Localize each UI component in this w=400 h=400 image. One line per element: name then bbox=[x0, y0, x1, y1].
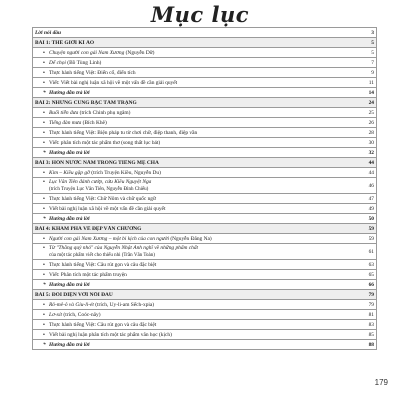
toc-item-row bbox=[33, 58, 376, 68]
page-number: 179 bbox=[374, 378, 388, 387]
bullet-icon: * bbox=[43, 149, 46, 156]
toc-entry-title: Lời nói đầu bbox=[35, 29, 61, 36]
toc-entry-text bbox=[33, 226, 356, 232]
toc-entry-author: (trích Truyện Kiều, Nguyễn Du) bbox=[89, 169, 161, 176]
toc-item-row bbox=[33, 78, 376, 88]
toc-entry-title: Thực hành tiếng Việt: Điển cố, điển tích bbox=[49, 69, 136, 76]
toc-section-row bbox=[33, 98, 376, 108]
toc-item-row bbox=[33, 194, 376, 204]
toc-guide-row bbox=[33, 340, 376, 350]
toc-item-row bbox=[33, 310, 376, 320]
toc-page-number: 7 bbox=[371, 59, 374, 66]
toc-page-number: 61 bbox=[368, 248, 374, 255]
toc-item-row bbox=[33, 244, 376, 260]
toc-entry-author: (Nguyễn Đăng Na) bbox=[169, 235, 212, 242]
toc-page-number: 49 bbox=[368, 205, 374, 212]
toc-item-row bbox=[33, 118, 376, 128]
toc-entry-author: (Bồ Tùng Linh) bbox=[65, 59, 102, 66]
toc-page-number: 25 bbox=[368, 109, 374, 116]
toc-entry-title: Chuyện người con gái Nam Xương bbox=[49, 49, 125, 56]
toc-entry-title: Hướng dẫn trả lời bbox=[49, 215, 90, 222]
toc-item-row bbox=[33, 320, 376, 330]
toc-page-number: 46 bbox=[368, 182, 374, 189]
toc-entry-text bbox=[33, 322, 356, 328]
toc-section-row bbox=[33, 38, 376, 48]
bullet-icon: • bbox=[43, 129, 45, 136]
toc-page-number: 88 bbox=[368, 341, 374, 348]
toc-entry-text bbox=[33, 262, 356, 268]
toc-entry-title: Viết: Viết bài nghị luận xã hội về một vấn đề cần giải quyết bbox=[49, 79, 178, 86]
toc-page-number: 11 bbox=[368, 79, 374, 86]
toc-item-row bbox=[33, 270, 376, 280]
bullet-icon: * bbox=[43, 215, 46, 222]
toc-page-number: 65 bbox=[368, 271, 374, 278]
page-title: Mục lục bbox=[150, 2, 250, 27]
toc-entry-text bbox=[33, 282, 356, 288]
toc-page-number: 59 bbox=[368, 235, 374, 242]
toc-page-number: 66 bbox=[368, 281, 374, 288]
toc-entry-text bbox=[33, 130, 356, 136]
toc-intro-row bbox=[33, 28, 376, 38]
toc-entry-title: Hướng dẫn trả lời bbox=[49, 89, 90, 96]
toc-page-number: 83 bbox=[368, 321, 374, 328]
bullet-icon: • bbox=[43, 244, 45, 251]
toc-entry-text bbox=[33, 100, 356, 106]
bullet-icon: • bbox=[43, 79, 45, 86]
toc-entry-text bbox=[33, 179, 356, 193]
toc-entry-subtitle: của một tác phẩm viết cho thiếu nhi (Trần Văn Toàn) bbox=[49, 252, 155, 258]
toc-entry-text bbox=[33, 312, 356, 318]
bullet-icon: * bbox=[43, 341, 46, 348]
toc-page-number: 85 bbox=[368, 331, 374, 338]
toc-item-row bbox=[33, 234, 376, 244]
toc-entry-text bbox=[33, 110, 356, 116]
toc-entry-text bbox=[33, 216, 356, 222]
toc-entry-title: Từ "Thằng quỷ nhỏ" của Nguyễn Nhật Ánh nghĩ về những phẩm chất bbox=[49, 244, 199, 251]
toc-entry-text bbox=[33, 80, 356, 86]
toc-entry-text bbox=[33, 70, 356, 76]
toc-entry-text bbox=[33, 206, 356, 212]
toc-entry-text bbox=[33, 170, 356, 176]
bullet-icon: • bbox=[43, 69, 45, 76]
toc-guide-row bbox=[33, 88, 376, 98]
toc-entry-author: (trích Chinh phụ ngâm) bbox=[78, 109, 131, 116]
bullet-icon: * bbox=[43, 281, 46, 288]
toc-entry-text bbox=[33, 40, 356, 46]
toc-entry-title: Hướng dẫn trả lời bbox=[49, 341, 90, 348]
toc-entry-text bbox=[33, 332, 356, 338]
toc-page-number: 59 bbox=[368, 225, 374, 232]
toc-item-row bbox=[33, 48, 376, 58]
toc-entry-title: Hướng dẫn trả lời bbox=[49, 149, 90, 156]
toc-entry-title: Kim – Kiều gặp gỡ bbox=[49, 169, 90, 176]
toc-entry-title: Viết bài nghị luận phân tích một tác phẩm văn học (kịch) bbox=[49, 331, 172, 338]
toc-item-row bbox=[33, 178, 376, 194]
bullet-icon: • bbox=[43, 205, 45, 212]
toc-entry-title: Thực hành tiếng Việt: Biện pháp tu từ chơi chữ, điệp thanh, điệp vần bbox=[49, 129, 198, 136]
toc-entry-title: Viết: Phân tích một tác phẩm truyện bbox=[49, 271, 127, 278]
bullet-icon: • bbox=[43, 261, 45, 268]
toc-item-row bbox=[33, 68, 376, 78]
bullet-icon: • bbox=[43, 301, 45, 308]
toc-entry-author: (Nguyễn Dữ) bbox=[124, 49, 155, 56]
toc-item-row bbox=[33, 204, 376, 214]
bullet-icon: • bbox=[43, 139, 45, 146]
bullet-icon: • bbox=[43, 59, 45, 66]
toc-page-number: 44 bbox=[368, 159, 374, 166]
bullet-icon: * bbox=[43, 89, 46, 96]
toc-page-number: 63 bbox=[368, 261, 374, 268]
toc-guide-row bbox=[33, 214, 376, 224]
toc-entry-text bbox=[33, 120, 356, 126]
toc-entry-title: Viết bài nghị luận xã hội về một vấn đề cần giải quyết bbox=[49, 205, 166, 212]
toc-entry-text bbox=[33, 245, 356, 259]
toc-entry-text bbox=[33, 140, 356, 146]
toc-entry-text bbox=[33, 150, 356, 156]
toc-entry-title: Viết: phân tích một tác phẩm thơ (song thất lục bát) bbox=[49, 139, 161, 146]
bullet-icon: • bbox=[43, 321, 45, 328]
toc-entry-title: Tiếng đàn mưa bbox=[49, 119, 82, 126]
toc-entry-text bbox=[33, 272, 356, 278]
toc-entry-text bbox=[33, 342, 356, 348]
toc-entry-title: Rô-mê-ô và Giu-li-ét bbox=[49, 301, 94, 308]
bullet-icon: • bbox=[43, 195, 45, 202]
toc-page-number: 14 bbox=[368, 89, 374, 96]
toc-page-number: 3 bbox=[371, 29, 374, 36]
table-of-contents bbox=[32, 27, 377, 350]
toc-page-number: 5 bbox=[371, 39, 374, 46]
toc-page-number: 9 bbox=[371, 69, 374, 76]
toc-entry-title: Thực hành tiếng Việt: Chữ Nôm và chữ quốc ngữ bbox=[49, 195, 156, 202]
toc-page-number: 32 bbox=[368, 149, 374, 156]
toc-item-row bbox=[33, 330, 376, 340]
toc-entry-text bbox=[33, 30, 356, 36]
toc-page-number: 5 bbox=[371, 49, 374, 56]
toc-guide-row bbox=[33, 148, 376, 158]
toc-section-row bbox=[33, 224, 376, 234]
toc-page-number: 81 bbox=[368, 311, 374, 318]
toc-page-number: 26 bbox=[368, 119, 374, 126]
toc-entry-text bbox=[33, 236, 356, 242]
bullet-icon: • bbox=[43, 235, 45, 242]
toc-page-number: 50 bbox=[368, 215, 374, 222]
toc-entry-author: (Bích Khê) bbox=[81, 119, 107, 126]
toc-item-row bbox=[33, 168, 376, 178]
toc-item-row bbox=[33, 300, 376, 310]
toc-item-row bbox=[33, 138, 376, 148]
toc-entry-title: BÀI 3: HỒN NƯỚC NẰM TRONG TIẾNG MẸ CHA bbox=[35, 159, 159, 166]
toc-item-row bbox=[33, 260, 376, 270]
toc-entry-title: Thực hành tiếng Việt: Câu rút gọn và câu đặc biệt bbox=[49, 321, 157, 328]
toc-entry-text bbox=[33, 160, 356, 166]
toc-item-row bbox=[33, 128, 376, 138]
toc-entry-title: Buổi tiễn đưa bbox=[49, 109, 79, 116]
toc-entry-text bbox=[33, 302, 356, 308]
toc-item-row bbox=[33, 108, 376, 118]
bullet-icon: • bbox=[43, 119, 45, 126]
toc-page-number: 28 bbox=[368, 129, 374, 136]
toc-entry-title: BÀI 1: THẾ GIỚI KÌ ẢO bbox=[35, 39, 95, 46]
toc-entry-title: Lơ-xít bbox=[49, 311, 63, 318]
bullet-icon: • bbox=[43, 271, 45, 278]
toc-page-number: 79 bbox=[368, 301, 374, 308]
toc-entry-text bbox=[33, 90, 356, 96]
bullet-icon: • bbox=[43, 311, 45, 318]
toc-entry-title: Dế chọi bbox=[49, 59, 66, 66]
bullet-icon: • bbox=[43, 109, 45, 116]
toc-entry-title: Hướng dẫn trả lời bbox=[49, 281, 90, 288]
toc-guide-row bbox=[33, 280, 376, 290]
toc-entry-subtitle: (trích Truyện Lục Vân Tiên, Nguyễn Đình Chiểu) bbox=[49, 186, 149, 192]
toc-page-number: 47 bbox=[368, 195, 374, 202]
toc-entry-title: BÀI 2: NHỮNG CUNG BẬC TÂM TRẠNG bbox=[35, 99, 137, 106]
toc-page-number: 79 bbox=[368, 291, 374, 298]
toc-entry-title: Người con gái Nam Xương – một bi kịch của con người bbox=[49, 235, 170, 242]
toc-page-number: 24 bbox=[368, 99, 374, 106]
toc-entry-text bbox=[33, 50, 356, 56]
toc-entry-title: Lục Vân Tiên đánh cướp, cứu Kiều Nguyệt Nga bbox=[49, 178, 152, 185]
toc-page-number: 44 bbox=[368, 169, 374, 176]
toc-entry-text bbox=[33, 60, 356, 66]
toc-section-row bbox=[33, 158, 376, 168]
toc-entry-text bbox=[33, 196, 356, 202]
bullet-icon: • bbox=[43, 49, 45, 56]
toc-section-row bbox=[33, 290, 376, 300]
toc-entry-title: BÀI 4: KHÁM PHÁ VẺ ĐẸP VĂN CHƯƠNG bbox=[35, 225, 142, 232]
toc-entry-text bbox=[33, 292, 356, 298]
toc-entry-author: (trích, Coóc-nây) bbox=[62, 311, 101, 318]
toc-entry-title: BÀI 5: ĐỐI DIỆN VỚI NỖI ĐAU bbox=[35, 291, 113, 298]
toc-entry-author: (trích, Uy-li-am Sếch-xpia) bbox=[93, 301, 155, 308]
bullet-icon: • bbox=[43, 169, 45, 176]
toc-entry-title: Thực hành tiếng Việt: Câu rút gọn và câu đặc biệt bbox=[49, 261, 157, 268]
bullet-icon: • bbox=[43, 178, 45, 185]
toc-page-number: 30 bbox=[368, 139, 374, 146]
bullet-icon: • bbox=[43, 331, 45, 338]
